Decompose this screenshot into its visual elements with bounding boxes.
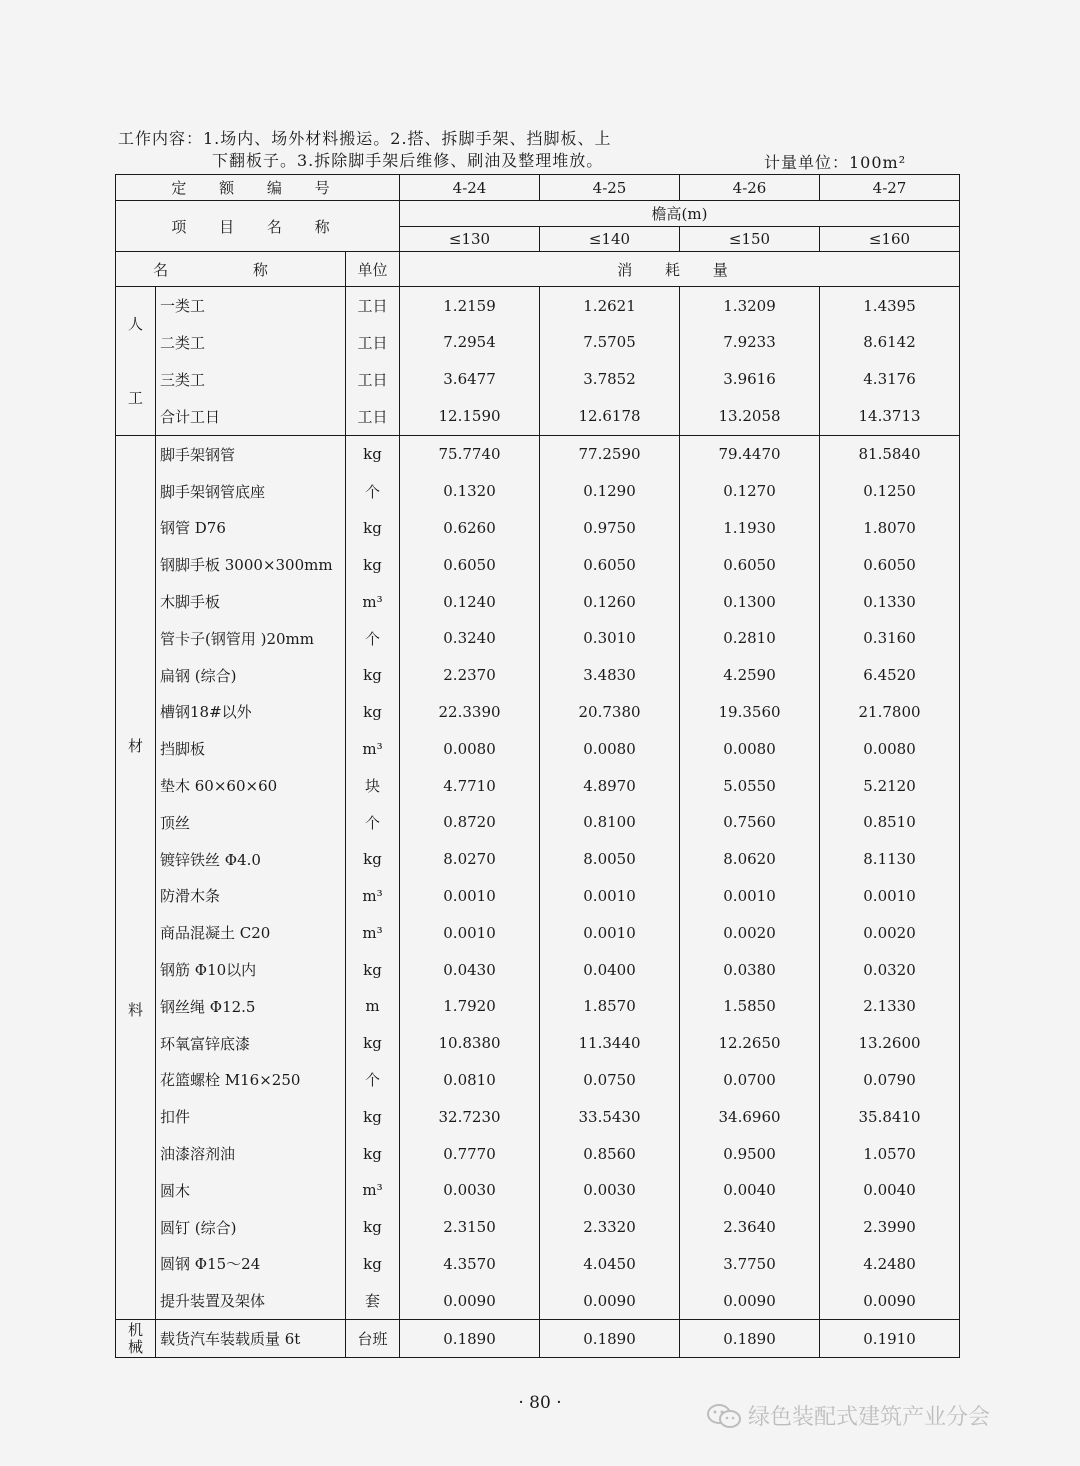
- consumption-value: 2.3640: [680, 1209, 820, 1246]
- item-name-label: 项 目 名 称: [116, 201, 400, 252]
- consumption-value: 4.3176: [820, 361, 960, 398]
- consumption-value: 0.0700: [680, 1062, 820, 1099]
- consumption-value: 0.0380: [680, 951, 820, 988]
- resource-name: 扣件: [156, 1098, 346, 1135]
- table-row: [116, 583, 960, 620]
- quota-code-cell: 4-26: [680, 175, 820, 201]
- resource-name: 环氧富锌底漆: [156, 1025, 346, 1062]
- consumption-value: 0.3240: [400, 620, 540, 657]
- table-row: [116, 1172, 960, 1209]
- consumption-value: 81.5840: [820, 436, 960, 473]
- consumption-value: 20.7380: [540, 694, 680, 731]
- eave-height-cell: ≤140: [540, 227, 680, 252]
- resource-unit: 套: [346, 1282, 400, 1319]
- consumption-value: 0.0010: [680, 878, 820, 915]
- labor-category-char: 工: [127, 389, 143, 407]
- consumption-value: 12.1590: [400, 398, 540, 436]
- consumption-value: 0.0020: [820, 914, 960, 951]
- resource-unit: kg: [346, 510, 400, 547]
- consumption-value: 0.1240: [400, 583, 540, 620]
- consumption-value: 19.3560: [680, 694, 820, 731]
- unit-column-header: 单位: [346, 252, 400, 287]
- resource-name: 花篮螺栓 M16×250: [156, 1062, 346, 1099]
- consumption-value: 0.6260: [400, 510, 540, 547]
- table-row: [116, 841, 960, 878]
- resource-unit: 工日: [346, 361, 400, 398]
- consumption-value: 4.2480: [820, 1246, 960, 1283]
- consumption-value: 0.0400: [540, 951, 680, 988]
- work-content-line-1: 工作内容：1.场内、场外材料搬运。2.搭、拆脚手架、挡脚板、上: [118, 129, 612, 148]
- resource-name: 钢筋 Φ10以内: [156, 951, 346, 988]
- resource-unit: kg: [346, 436, 400, 473]
- resource-unit: 个: [346, 473, 400, 510]
- table-row: [116, 398, 960, 436]
- consumption-value: 32.7230: [400, 1098, 540, 1135]
- resource-unit: kg: [346, 951, 400, 988]
- table-row: [116, 657, 960, 694]
- consumption-value: 0.8510: [820, 804, 960, 841]
- consumption-value: 1.8070: [820, 510, 960, 547]
- item-name-row: [116, 201, 960, 227]
- consumption-value: 5.2120: [820, 767, 960, 804]
- table-row: [116, 1135, 960, 1172]
- eave-height-cell: ≤130: [400, 227, 540, 252]
- consumption-value: 6.4520: [820, 657, 960, 694]
- resource-unit: kg: [346, 657, 400, 694]
- consumption-value: 0.0080: [820, 730, 960, 767]
- column-header-row: [116, 252, 960, 287]
- table-row: [116, 730, 960, 767]
- resource-unit: 工日: [346, 287, 400, 325]
- consumption-value: 0.8560: [540, 1135, 680, 1172]
- resource-unit: kg: [346, 1209, 400, 1246]
- resource-name: 载货汽车装载质量 6t: [156, 1320, 346, 1358]
- consumption-value: 0.0020: [680, 914, 820, 951]
- consumption-value: 1.3209: [680, 287, 820, 325]
- resource-unit: kg: [346, 1246, 400, 1283]
- consumption-value: 0.0750: [540, 1062, 680, 1099]
- resource-name: 木脚手板: [156, 583, 346, 620]
- consumption-value: 0.2810: [680, 620, 820, 657]
- eave-height-cell: ≤150: [680, 227, 820, 252]
- consumption-value: 1.2159: [400, 287, 540, 325]
- table-row: [116, 1062, 960, 1099]
- consumption-value: 1.4395: [820, 287, 960, 325]
- resource-name: 钢管 D76: [156, 510, 346, 547]
- resource-unit: kg: [346, 694, 400, 731]
- quota-table: [115, 174, 960, 1358]
- consumption-value: 0.0030: [400, 1172, 540, 1209]
- consumption-value: 34.6960: [680, 1098, 820, 1135]
- consumption-value: 7.9233: [680, 324, 820, 361]
- resource-unit: 台班: [346, 1320, 400, 1358]
- material-category-cell: [116, 436, 156, 1320]
- consumption-value: 3.7852: [540, 361, 680, 398]
- resource-name: 扁钢 (综合): [156, 657, 346, 694]
- consumption-value: 0.1890: [400, 1320, 540, 1358]
- material-category-char: 料: [127, 1000, 143, 1019]
- measurement-unit-note: 计量单位：100m²: [764, 153, 907, 172]
- consumption-value: 0.8720: [400, 804, 540, 841]
- resource-name: 槽钢18#以外: [156, 694, 346, 731]
- consumption-value: 0.0010: [400, 914, 540, 951]
- resource-unit: 块: [346, 767, 400, 804]
- consumption-value: 0.0320: [820, 951, 960, 988]
- consumption-header: 消 耗 量: [400, 252, 960, 287]
- resource-unit: kg: [346, 1025, 400, 1062]
- resource-name: 镀锌铁丝 Φ4.0: [156, 841, 346, 878]
- page-number: · 80 ·: [518, 1393, 562, 1413]
- consumption-value: 77.2590: [540, 436, 680, 473]
- consumption-value: 13.2058: [680, 398, 820, 436]
- resource-name: 钢脚手板 3000×300mm: [156, 546, 346, 583]
- consumption-value: 0.0010: [540, 914, 680, 951]
- table-row: [116, 510, 960, 547]
- table-row: [116, 1209, 960, 1246]
- consumption-value: 0.8100: [540, 804, 680, 841]
- consumption-value: 2.2370: [400, 657, 540, 694]
- table-row: [116, 804, 960, 841]
- consumption-value: 0.7770: [400, 1135, 540, 1172]
- resource-name: 合计工日: [156, 398, 346, 436]
- table-row: [116, 1282, 960, 1319]
- consumption-value: 0.0040: [680, 1172, 820, 1209]
- resource-name: 防滑木条: [156, 878, 346, 915]
- consumption-value: 12.6178: [540, 398, 680, 436]
- resource-name: 二类工: [156, 324, 346, 361]
- consumption-value: 0.6050: [820, 546, 960, 583]
- consumption-value: 2.3150: [400, 1209, 540, 1246]
- consumption-value: 21.7800: [820, 694, 960, 731]
- resource-unit: kg: [346, 1098, 400, 1135]
- consumption-value: 0.1290: [540, 473, 680, 510]
- consumption-value: 0.0090: [540, 1282, 680, 1319]
- resource-unit: m³: [346, 1172, 400, 1209]
- table-row: [116, 324, 960, 361]
- consumption-value: 33.5430: [540, 1098, 680, 1135]
- consumption-value: 0.1330: [820, 583, 960, 620]
- consumption-value: 0.0010: [400, 878, 540, 915]
- consumption-value: 0.0090: [680, 1282, 820, 1319]
- consumption-value: 14.3713: [820, 398, 960, 436]
- consumption-value: 8.1130: [820, 841, 960, 878]
- consumption-value: 0.0030: [540, 1172, 680, 1209]
- quota-code-cell: 4-25: [540, 175, 680, 201]
- resource-unit: m³: [346, 730, 400, 767]
- consumption-value: 0.9500: [680, 1135, 820, 1172]
- consumption-value: 1.7920: [400, 988, 540, 1025]
- table-row: [116, 694, 960, 731]
- resource-name: 商品混凝土 C20: [156, 914, 346, 951]
- resource-unit: 工日: [346, 324, 400, 361]
- consumption-value: 8.0270: [400, 841, 540, 878]
- name-column-header: 名 称: [116, 252, 346, 287]
- consumption-value: 2.3320: [540, 1209, 680, 1246]
- consumption-value: 4.7710: [400, 767, 540, 804]
- consumption-value: 0.0040: [820, 1172, 960, 1209]
- resource-unit: kg: [346, 841, 400, 878]
- resource-name: 管卡子(钢管用 )20mm: [156, 620, 346, 657]
- consumption-value: 0.1910: [820, 1320, 960, 1358]
- consumption-value: 1.2621: [540, 287, 680, 325]
- consumption-value: 1.8570: [540, 988, 680, 1025]
- resource-name: 圆木: [156, 1172, 346, 1209]
- consumption-value: 0.0430: [400, 951, 540, 988]
- consumption-value: 0.0010: [820, 878, 960, 915]
- consumption-value: 13.2600: [820, 1025, 960, 1062]
- consumption-value: 4.0450: [540, 1246, 680, 1283]
- consumption-value: 0.3010: [540, 620, 680, 657]
- resource-unit: kg: [346, 1135, 400, 1172]
- consumption-value: 0.0080: [400, 730, 540, 767]
- table-row: [116, 1320, 960, 1358]
- consumption-value: 0.0790: [820, 1062, 960, 1099]
- resource-unit: m³: [346, 583, 400, 620]
- labor-category-cell: [116, 287, 156, 436]
- labor-category-char: 人: [127, 315, 143, 333]
- resource-unit: 个: [346, 620, 400, 657]
- consumption-value: 35.8410: [820, 1098, 960, 1135]
- consumption-value: 12.2650: [680, 1025, 820, 1062]
- table-row: [116, 436, 960, 473]
- resource-unit: 工日: [346, 398, 400, 436]
- resource-unit: m³: [346, 878, 400, 915]
- resource-name: 一类工: [156, 287, 346, 325]
- consumption-value: 3.9616: [680, 361, 820, 398]
- consumption-value: 7.2954: [400, 324, 540, 361]
- consumption-value: 0.0090: [400, 1282, 540, 1319]
- consumption-value: 0.6050: [680, 546, 820, 583]
- resource-unit: kg: [346, 546, 400, 583]
- chat-bubble-icon: [706, 1402, 742, 1430]
- material-category-char: 材: [127, 736, 143, 755]
- consumption-value: 0.0010: [540, 878, 680, 915]
- consumption-value: 3.7750: [680, 1246, 820, 1283]
- consumption-value: 0.1890: [680, 1320, 820, 1358]
- consumption-value: 1.1930: [680, 510, 820, 547]
- table-row: [116, 1098, 960, 1135]
- table-row: [116, 620, 960, 657]
- consumption-value: 8.0620: [680, 841, 820, 878]
- work-content: [118, 128, 612, 172]
- consumption-value: 0.6050: [400, 546, 540, 583]
- consumption-value: 0.7560: [680, 804, 820, 841]
- table-row: [116, 1246, 960, 1283]
- consumption-value: 8.0050: [540, 841, 680, 878]
- resource-name: 脚手架钢管: [156, 436, 346, 473]
- machinery-category-cell: [116, 1320, 156, 1358]
- watermark-text: 绿色装配式建筑产业分会: [748, 1405, 991, 1430]
- resource-name: 垫木 60×60×60: [156, 767, 346, 804]
- resource-name: 圆钢 Φ15～24: [156, 1246, 346, 1283]
- quota-code-cell: 4-27: [820, 175, 960, 201]
- consumption-value: 0.0080: [540, 730, 680, 767]
- resource-unit: m³: [346, 914, 400, 951]
- resource-name: 钢丝绳 Φ12.5: [156, 988, 346, 1025]
- consumption-value: 4.8970: [540, 767, 680, 804]
- consumption-value: 3.4830: [540, 657, 680, 694]
- consumption-value: 7.5705: [540, 324, 680, 361]
- consumption-value: 2.1330: [820, 988, 960, 1025]
- resource-name: 提升装置及架体: [156, 1282, 346, 1319]
- quota-code-cell: 4-24: [400, 175, 540, 201]
- table-row: [116, 914, 960, 951]
- consumption-value: 2.3990: [820, 1209, 960, 1246]
- table-row: [116, 1025, 960, 1062]
- eave-height-cell: ≤160: [820, 227, 960, 252]
- consumption-value: 0.1270: [680, 473, 820, 510]
- resource-name: 顶丝: [156, 804, 346, 841]
- consumption-value: 0.1260: [540, 583, 680, 620]
- consumption-value: 4.3570: [400, 1246, 540, 1283]
- consumption-value: 11.3440: [540, 1025, 680, 1062]
- table-row: [116, 361, 960, 398]
- consumption-value: 0.3160: [820, 620, 960, 657]
- resource-unit: m: [346, 988, 400, 1025]
- quota-code-row: [116, 175, 960, 201]
- table-row: [116, 767, 960, 804]
- resource-name: 三类工: [156, 361, 346, 398]
- resource-name: 圆钉 (综合): [156, 1209, 346, 1246]
- work-content-line-2: 下翻板子。3.拆除脚手架后维修、刷油及整理堆放。: [212, 151, 604, 170]
- consumption-value: 22.3390: [400, 694, 540, 731]
- consumption-value: 1.0570: [820, 1135, 960, 1172]
- quota-code-label: 定 额 编 号: [116, 175, 400, 201]
- table-row: [116, 951, 960, 988]
- consumption-value: 0.1250: [820, 473, 960, 510]
- eave-height-label: 檐高(m): [400, 201, 960, 227]
- machinery-category-char: 机: [127, 1320, 143, 1339]
- consumption-value: 0.0810: [400, 1062, 540, 1099]
- resource-unit: 个: [346, 804, 400, 841]
- table-row: [116, 287, 960, 325]
- consumption-value: 0.1320: [400, 473, 540, 510]
- table-row: [116, 473, 960, 510]
- table-row: [116, 878, 960, 915]
- consumption-value: 0.6050: [540, 546, 680, 583]
- resource-name: 油漆溶剂油: [156, 1135, 346, 1172]
- consumption-value: 0.1890: [540, 1320, 680, 1358]
- consumption-value: 4.2590: [680, 657, 820, 694]
- resource-unit: 个: [346, 1062, 400, 1099]
- table-row: [116, 988, 960, 1025]
- consumption-value: 5.0550: [680, 767, 820, 804]
- consumption-value: 1.5850: [680, 988, 820, 1025]
- watermark: [706, 1400, 990, 1431]
- resource-name: 挡脚板: [156, 730, 346, 767]
- consumption-value: 8.6142: [820, 324, 960, 361]
- consumption-value: 75.7740: [400, 436, 540, 473]
- consumption-value: 10.8380: [400, 1025, 540, 1062]
- consumption-value: 0.0080: [680, 730, 820, 767]
- machinery-category-char: 械: [127, 1337, 143, 1356]
- consumption-value: 0.0090: [820, 1282, 960, 1319]
- table-row: [116, 546, 960, 583]
- consumption-value: 3.6477: [400, 361, 540, 398]
- consumption-value: 0.1300: [680, 583, 820, 620]
- resource-name: 脚手架钢管底座: [156, 473, 346, 510]
- consumption-value: 79.4470: [680, 436, 820, 473]
- consumption-value: 0.9750: [540, 510, 680, 547]
